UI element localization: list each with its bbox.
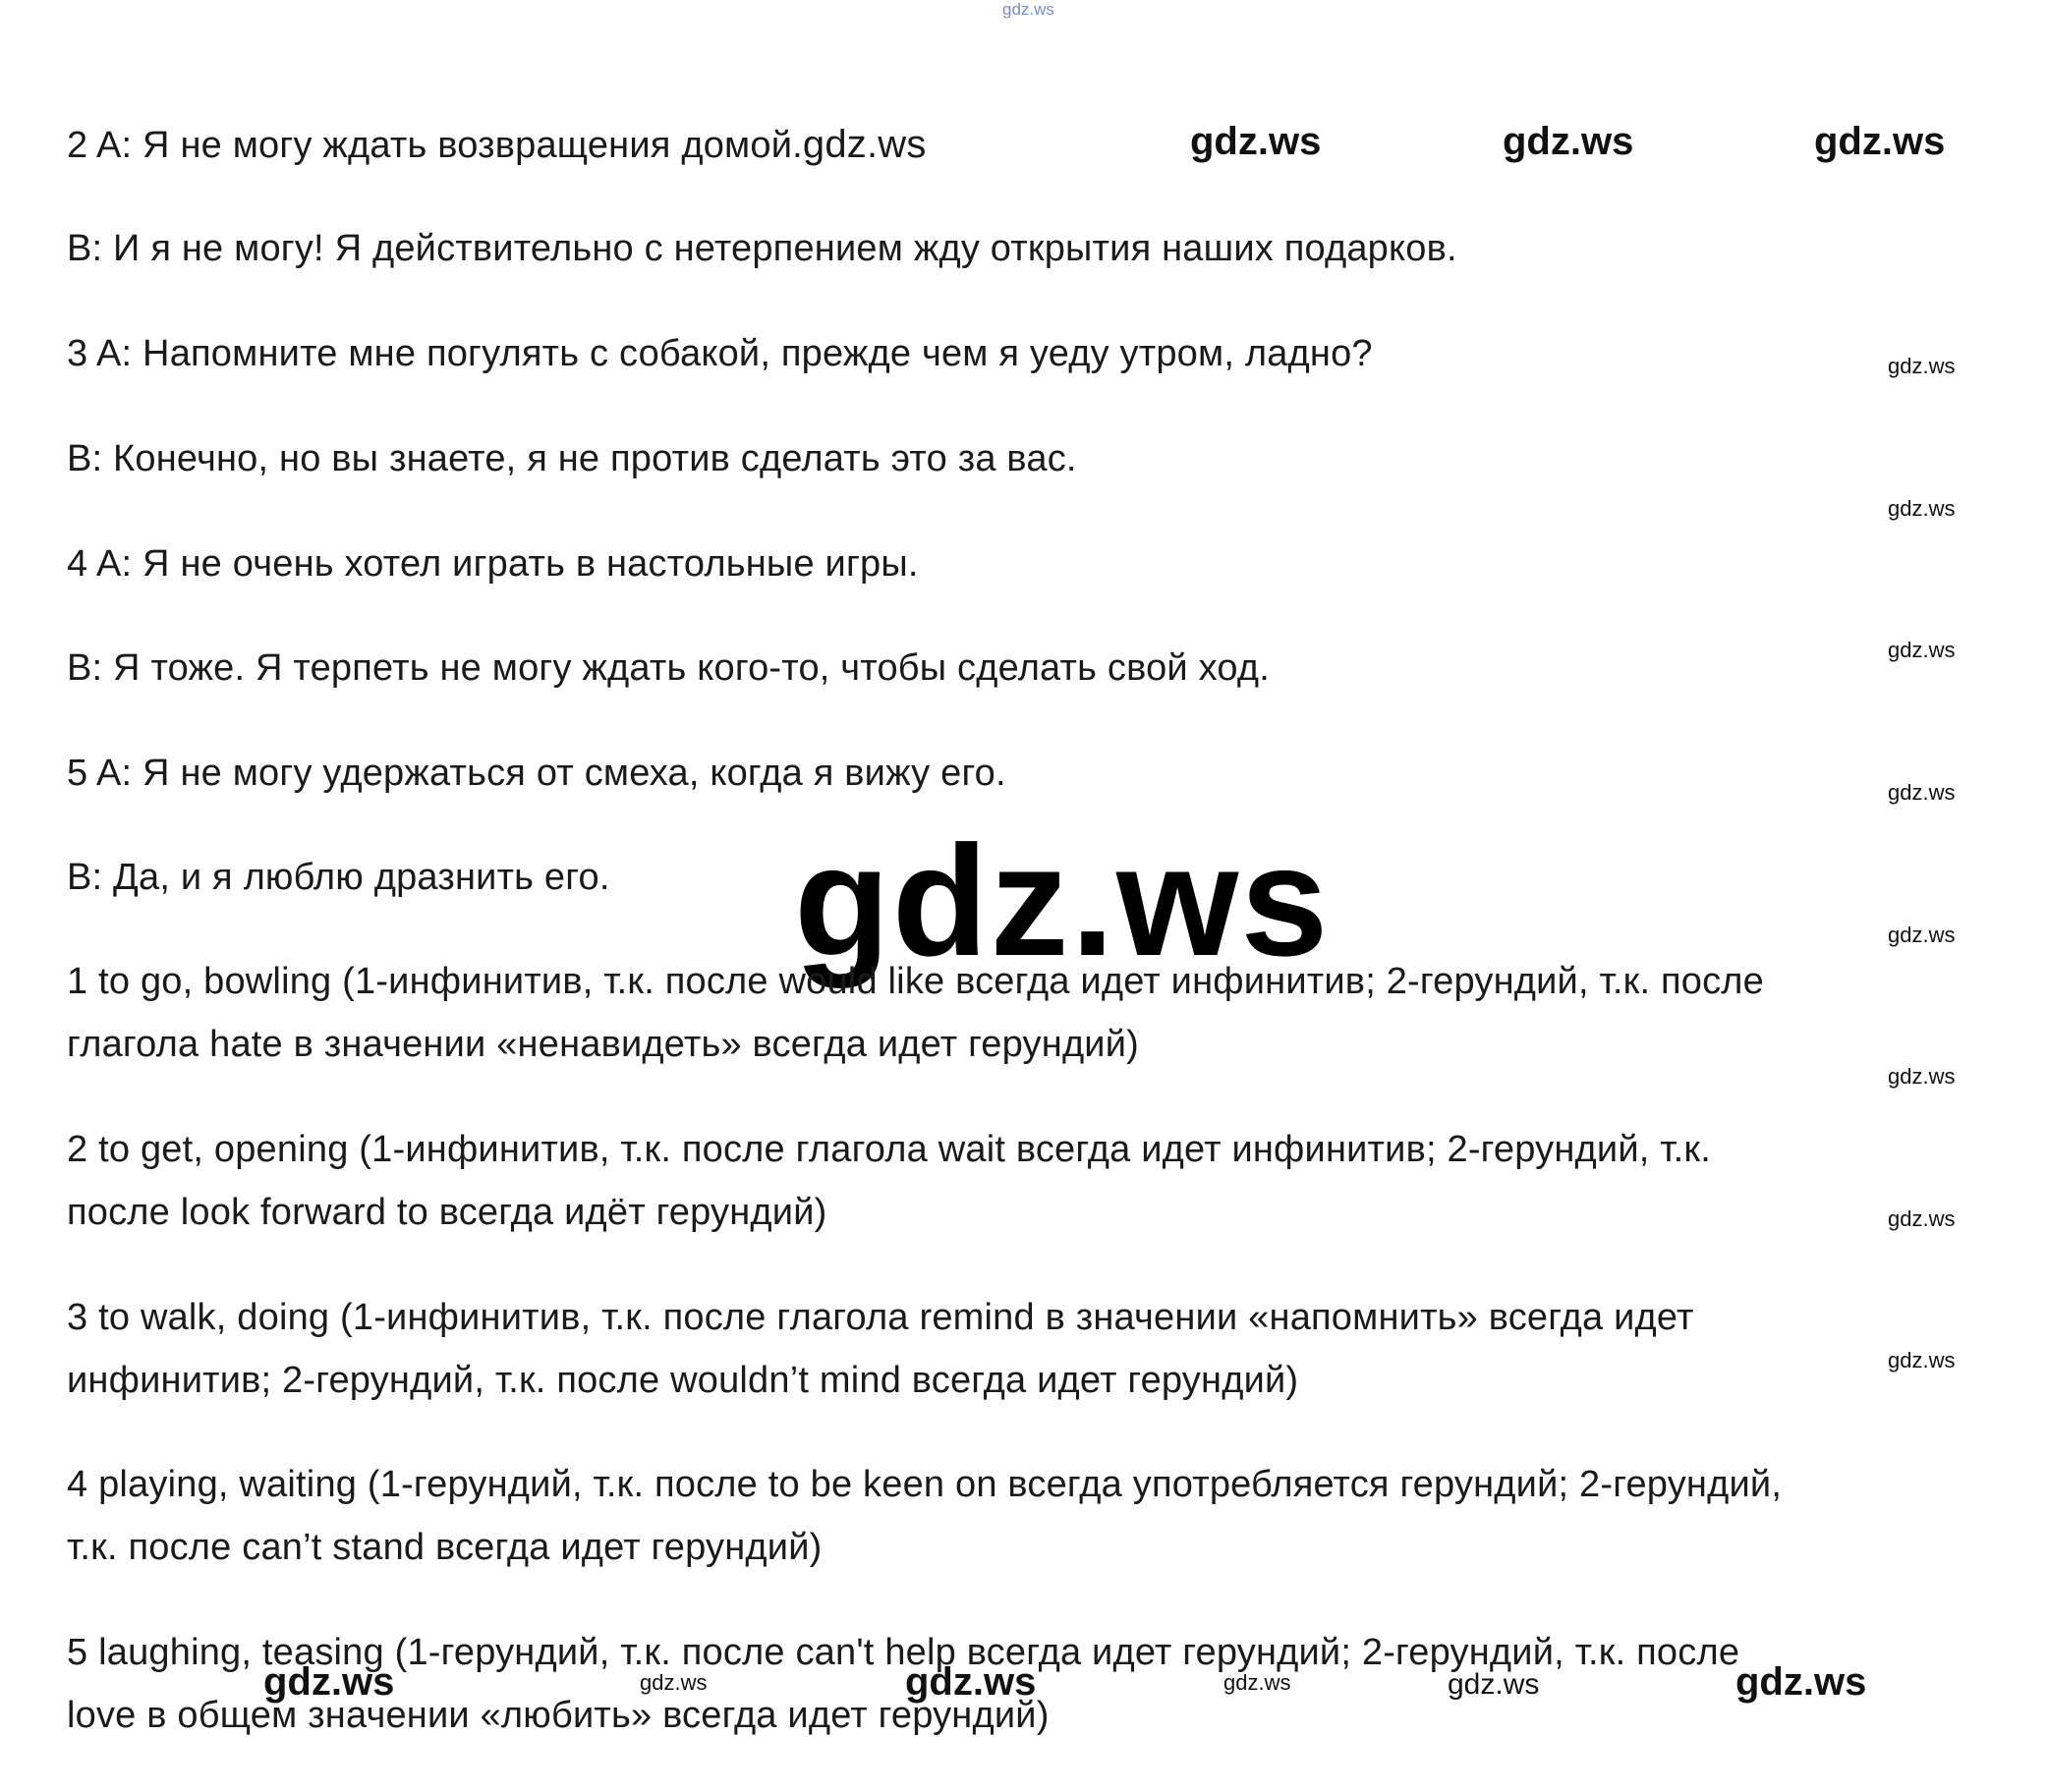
- translation-text: 2 A: Я не могу ждать возвращения домой.: [67, 125, 803, 166]
- watermark-side: gdz.ws: [1888, 354, 1956, 378]
- watermark-top: gdz.ws: [1002, 0, 1054, 19]
- watermark-bottom: gdz.ws: [640, 1670, 708, 1695]
- answer-line: 3 to walk, doing (1-инфинитив, т.к. после глагола remind в значении «напомнить» всегда идет: [67, 1297, 1694, 1338]
- answer-line: 5 laughing, teasing (1-герундий, т.к. после can't help всегда идет герундий; 2-герундий, т.к. после: [67, 1632, 1740, 1673]
- watermark-bottom: gdz.ws: [1223, 1670, 1291, 1695]
- watermark-header: gdz.ws: [1503, 120, 1634, 163]
- answer-line: после look forward to всегда идёт герундий): [67, 1192, 827, 1233]
- translation-line: 4 A: Я не очень хотел играть в настольные игры.: [67, 543, 919, 585]
- answer-line: 2 to get, opening (1-инфинитив, т.к. после глагола wait всегда идет инфинитив; 2-герундий, т.к.: [67, 1129, 1712, 1170]
- watermark-side: gdz.ws: [1888, 1348, 1956, 1372]
- watermark-side: gdz.ws: [1888, 1064, 1956, 1089]
- translation-line: В: И я не могу! Я действительно с нетерпением жду открытия наших подарков.: [67, 228, 1457, 269]
- answer-line: 4 playing, waiting (1-герундий, т.к. после to be keen on всегда употребляется герундий; 2-герундий,: [67, 1464, 1783, 1505]
- answer-line: глагола hate в значении «ненавидеть» всегда идет герундий): [67, 1024, 1140, 1065]
- translation-line: В: Да, и я люблю дразнить его.: [67, 857, 610, 898]
- watermark-header: gdz.ws: [1190, 120, 1322, 163]
- watermark-side: gdz.ws: [1888, 638, 1956, 662]
- answer-line: love в общем значении «любить» всегда идет герундий): [67, 1695, 1050, 1736]
- translation-line: В: Конечно, но вы знаете, я не против сделать это за вас.: [67, 438, 1077, 479]
- translation-line: 5 A: Я не могу удержаться от смеха, когда я вижу его.: [67, 753, 1006, 794]
- watermark-inline: gdz.ws: [802, 123, 927, 166]
- watermark-bottom: gdz.ws: [1735, 1660, 1867, 1704]
- answer-line: т.к. после can’t stand всегда идет герундий): [67, 1527, 823, 1568]
- watermark-header: gdz.ws: [1814, 120, 1946, 163]
- watermark-bottom: gdz.ws: [905, 1660, 1037, 1704]
- watermark-center: gdz.ws: [794, 812, 1331, 988]
- watermark-side: gdz.ws: [1888, 780, 1956, 805]
- translation-line: В: Я тоже. Я терпеть не могу ждать кого-то, чтобы сделать свой ход.: [67, 647, 1271, 689]
- watermark-bottom: gdz.ws: [1448, 1668, 1540, 1701]
- translation-line: [67, 113, 927, 177]
- translation-line: 3 A: Напомните мне погулять с собакой, прежде чем я уеду утром, ладно?: [67, 333, 1373, 374]
- answer-line: 1 to go, bowling (1-инфинитив, т.к. после would like всегда идет инфинитив; 2-герундий, т.к. после: [67, 961, 1765, 1002]
- watermark-bottom: gdz.ws: [263, 1660, 395, 1704]
- watermark-side: gdz.ws: [1888, 1206, 1956, 1231]
- watermark-side: gdz.ws: [1888, 923, 1956, 947]
- answer-line: инфинитив; 2-герундий, т.к. после wouldn’t mind всегда идет герундий): [67, 1360, 1299, 1401]
- watermark-side: gdz.ws: [1888, 496, 1956, 521]
